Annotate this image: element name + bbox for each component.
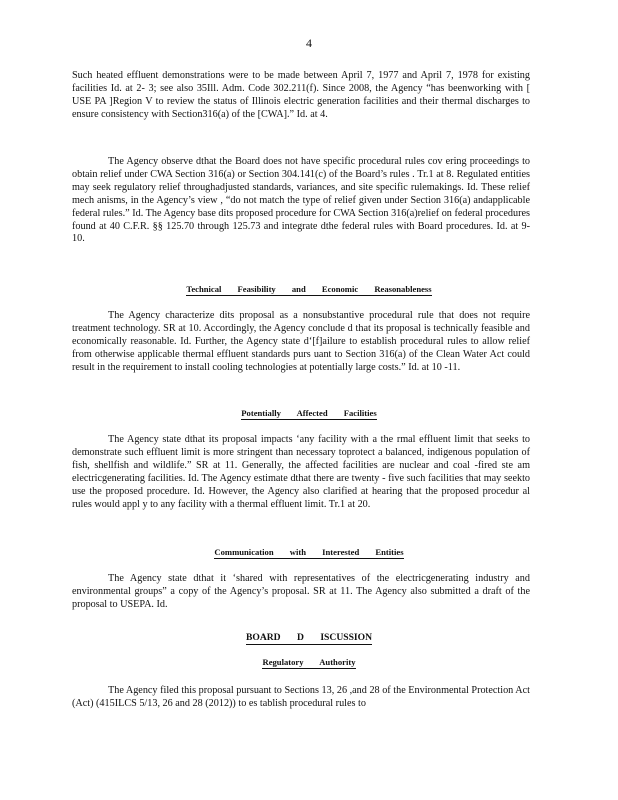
heading-text: Regulatory Authority (262, 657, 356, 667)
paragraph-affected-facilities (72, 434, 530, 511)
paragraph-regulatory-authority (72, 685, 530, 711)
paragraph-text: The Agency filed this proposal pursuant to Sections 13, 26 ,and 28 of the Environmental Protection Act (Act) (415ILCS 5/13, 26 and 28 (2012)) to es tablish procedural rules to (72, 685, 530, 709)
section-heading-communication (0, 547, 618, 557)
page-number: 4 (306, 36, 312, 50)
paragraph-text: The Agency observe dthat the Board does not have specific procedural rules cov ering proceedings to obtain relief under CWA Section 316(a) or Section 304.141(c) of the Board’s rules . Tr.1 at 8. Regulated entities may seek regulatory relief throughadjusted standards, variances, and site specific rulemakings. Id. These relief mech anisms, in the Agency’s view , “do not match the type of relief given under Section 316(a) andapplicable federal rules.” Id. The Agency base dits proposed procedure for CWA Section 316(a)relief on federal procedures found at 40 C.F.R. §§ 125.70 through 125.73 and integrate dthe federal rules with Board procedures. Id. at 9- 10. (72, 156, 530, 245)
paragraph-text: The Agency state dthat it ‘shared with representatives of the electricgenerating industry and environmental groups” a copy of the Agency’s proposal. SR at 11. The Agency also submitted a draft of the proposal to USEPA. Id. (72, 573, 530, 610)
heading-text: BOARD D ISCUSSION (245, 632, 373, 643)
paragraph-text: The Agency characterize dits proposal as a nonsubstantive procedural rule that does not require treatment technology. SR at 10. Accordingly, the Agency conclude d that its proposal is technically feasible and economically reasonable. Id. Further, the Agency state d‘[f]ailure to establish procedural rules to allow relief from otherwise applicable thermal effluent standards purs uant to Section 316(a) of the Clean Water Act could result in the requirement to install cooling technologies at potentially large costs.” Id. at 10 -11. (72, 310, 530, 373)
paragraph-feasibility (72, 310, 530, 375)
section-heading-board-discussion (0, 632, 618, 643)
section-heading-regulatory-authority (0, 657, 618, 667)
section-heading-technical-feasibility (0, 284, 618, 294)
heading-text: Communication with Interested Entities (214, 547, 404, 557)
paragraph-text: The Agency state dthat its proposal impacts ‘any facility with a the rmal effluent limit that seeks to demonstrate such effluent limit is more stringent than necessary toprotect a balanced, indigenous population of fish, shellfish and wildlife.” SR at 11. Generally, the affected facilities are nuclear and coal -fired ste am electricgenerating facilities. Id. The Agency estimate dthat there are twenty - five such facilities that may seekto use the proposed procedure. Id. However, the Agency also clarified at hearing that the proposed procedur al rules would appl y to any facility with a thermal effluent limit. Tr.1 at 20. (72, 434, 530, 510)
heading-text: Potentially Affected Facilities (241, 408, 377, 418)
heading-text: Technical Feasibility and Economic Reasonableness (186, 284, 432, 294)
paragraph-communication (72, 573, 530, 612)
paragraph-text: Such heated effluent demonstrations were to be made between April 7, 1977 and April 7, 1978 for existing facilities Id. at 2- 3; see also 35Ill. Adm. Code 302.211(f). Since 2008, the Agency “has beenworking with [ USE PA ]Region V to review the status of Illinois electric generation facilities and their thermal discharges to ensure consistency with Section316(a) of the [CWA].” Id. at 4. (72, 70, 530, 120)
paragraph-procedural-rules (72, 156, 530, 246)
paragraph-heated-effluent (72, 70, 530, 122)
section-heading-affected-facilities (0, 408, 618, 418)
